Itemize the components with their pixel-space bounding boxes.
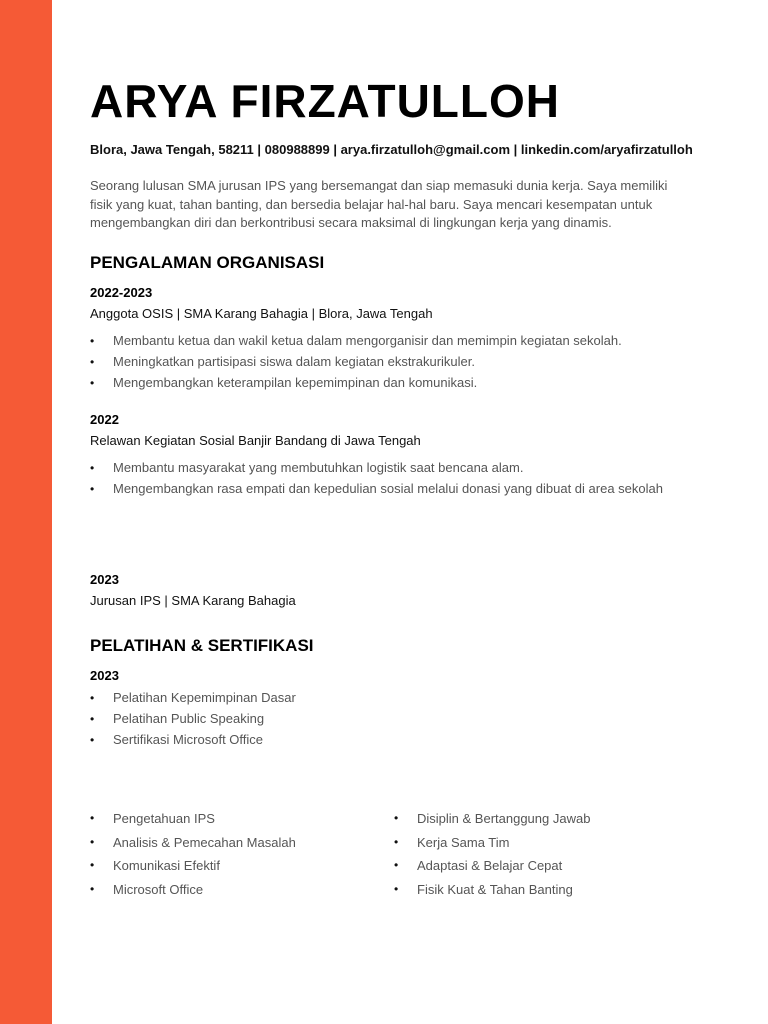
- list-item: • Kerja Sama Tim: [394, 831, 590, 855]
- list-item: • Komunikasi Efektif: [90, 854, 296, 878]
- list-item: • Membantu masyarakat yang membutuhkan logistik saat bencana alam.: [90, 458, 663, 479]
- org-entry-2-year: 2022: [90, 412, 119, 427]
- section-title-organization: PENGALAMAN ORGANISASI: [90, 253, 325, 272]
- education-year: 2023: [90, 572, 119, 587]
- skills-list-left: [90, 807, 296, 901]
- list-item: • Membantu ketua dan wakil ketua dalam mengorganisir dan memimpin kegiatan sekolah.: [90, 331, 622, 352]
- org-entry-2-role: Relawan Kegiatan Sosial Banjir Bandang di Jawa Tengah: [90, 433, 421, 448]
- section-title-training: PELATIHAN & SERTIFIKASI: [90, 636, 314, 655]
- list-item: • Pengetahuan IPS: [90, 807, 296, 831]
- list-item: • Sertifikasi Microsoft Office: [90, 730, 296, 751]
- list-item: • Analisis & Pemecahan Masalah: [90, 831, 296, 855]
- education-detail: Jurusan IPS | SMA Karang Bahagia: [90, 593, 296, 608]
- accent-sidebar: [0, 0, 52, 1024]
- profile-summary: Seorang lulusan SMA jurusan IPS yang bersemangat dan siap memasuki dunia kerja. Saya memiliki fisik yang kuat, tahan banting, dan bersedia belajar hal-hal baru. Saya mencari kesempatan untuk mengembangkan diri dan berkontribusi secara maksimal di lingkungan kerja yang dinamis.: [90, 178, 668, 230]
- training-list: [90, 688, 296, 750]
- skills-list-right: [394, 807, 590, 901]
- list-item: • Microsoft Office: [90, 878, 296, 902]
- list-item: • Pelatihan Public Speaking: [90, 709, 296, 730]
- list-item: • Mengembangkan rasa empati dan kepedulian sosial melalui donasi yang dibuat di area sekolah: [90, 479, 663, 500]
- org-entry-1-role: Anggota OSIS | SMA Karang Bahagia | Blora, Jawa Tengah: [90, 306, 433, 321]
- contact-info: Blora, Jawa Tengah, 58211 | 080988899 | arya.firzatulloh@gmail.com | linkedin.com/aryafirzatulloh: [90, 142, 693, 157]
- training-year: 2023: [90, 668, 119, 683]
- list-item: • Adaptasi & Belajar Cepat: [394, 854, 590, 878]
- list-item: • Fisik Kuat & Tahan Banting: [394, 878, 590, 902]
- list-item: • Pelatihan Kepemimpinan Dasar: [90, 688, 296, 709]
- list-item: • Meningkatkan partisipasi siswa dalam kegiatan ekstrakurikuler.: [90, 352, 622, 373]
- list-item: • Disiplin & Bertanggung Jawab: [394, 807, 590, 831]
- candidate-name: ARYA FIRZATULLOH: [90, 75, 561, 127]
- list-item: • Mengembangkan keterampilan kepemimpinan dan komunikasi.: [90, 373, 622, 394]
- org-entry-1-bullets: [90, 331, 622, 393]
- org-entry-1-year: 2022-2023: [90, 285, 153, 300]
- org-entry-2-bullets: [90, 458, 663, 500]
